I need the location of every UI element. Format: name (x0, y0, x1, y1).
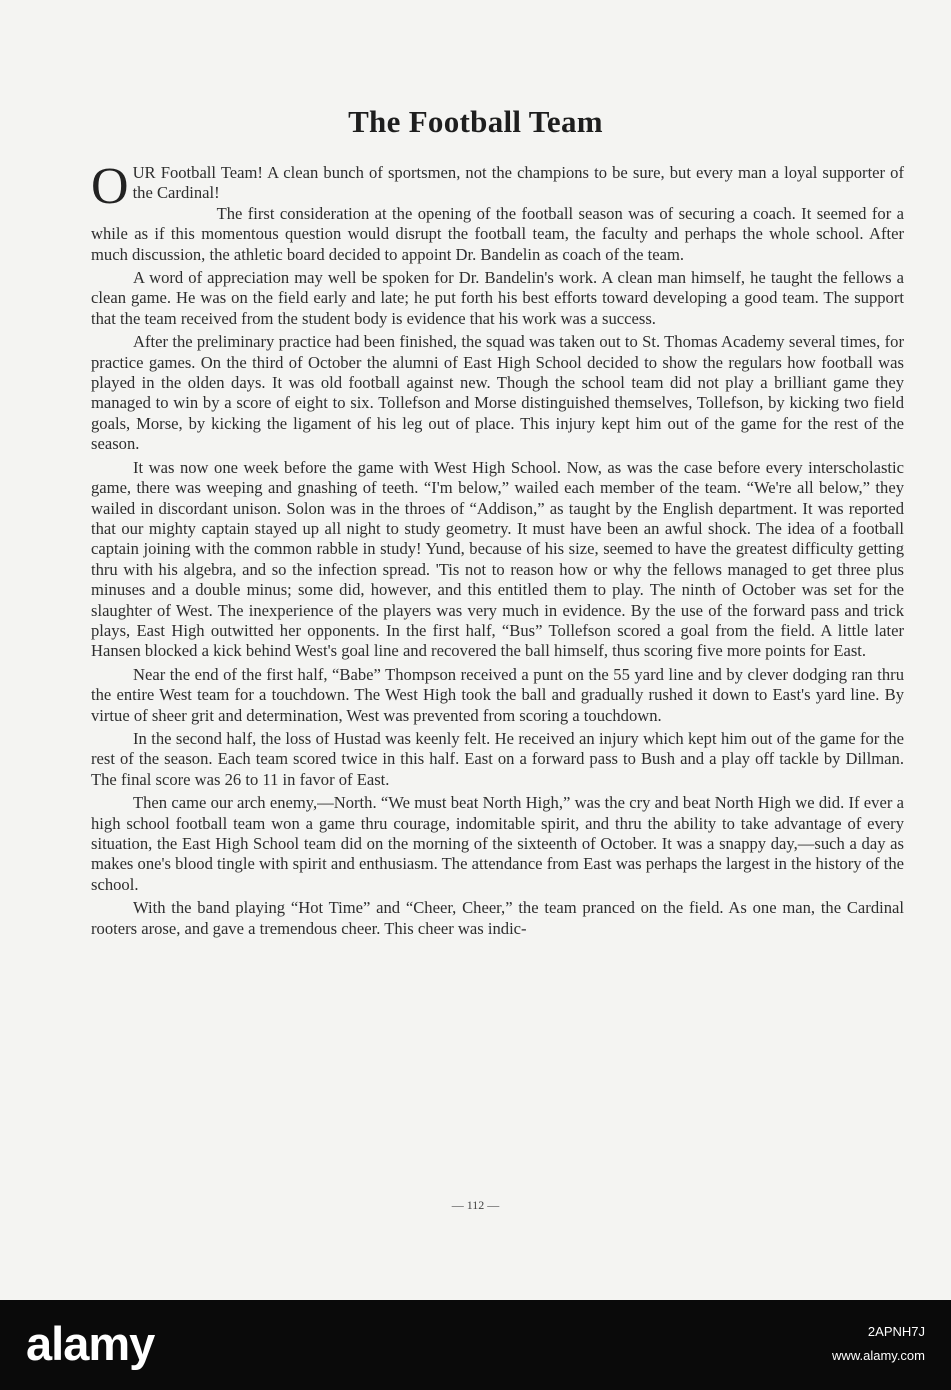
paragraph: Then came our arch enemy,—North. “We must beat North High,” was the cry and beat North High we did. If ever a high school football team won a game thru courage, indomitable spirit, and thru the ability to take advantage of every situation, the East High School team did on the morning of the sixteenth of October. It was a snappy day,—such a day as makes one's blood tingle with spirit and enthusiasm. The attendance from East was perhaps the largest in the history of the school. (91, 793, 904, 894)
brand-logo: alamy (26, 1317, 155, 1370)
paragraph: It was now one week before the game with West High School. Now, as was the case before every interscholastic game, there was weeping and gnashing of teeth. “I'm below,” wailed each member of the team. “We're all below,” they wailed in discordant unison. Solon was in the throes of “Addison,” as taught by the English department. It was reported that our mighty captain stayed up all night to study geometry. It must have been an awful shock. The idea of a football captain joining with the common rabble in study! Yund, because of his size, seemed to have the greatest difficulty getting thru with his algebra, and so the infection spread. 'Tis not to reason how or why the fellows managed to get three plus minuses and a double minus; some did, however, and this entitled them to play. The ninth of October was set for the slaughter of West. The inexperience of the players was very much in evidence. By the use of the forward pass and trick plays, East High outwitted her opponents. In the first half, “Bus” Tollefson scored a goal from the field. A little later Hansen blocked a kick behind West's goal line and recovered the ball himself, thus scoring five more points for East. (91, 457, 904, 661)
drop-cap: O (91, 158, 129, 215)
paragraph: The first consideration at the opening of the football season was of securing a coach. It seemed for a while as if this momentous question would disrupt the football team, the faculty and perhaps the whole school. After much discussion, the athletic board decided to appoint Dr. Bandelin as coach of the team. (91, 203, 904, 264)
watermark-banner (0, 1300, 951, 1390)
paragraph: With the band playing “Hot Time” and “Cheer, Cheer,” the team pranced on the field. As one man, the Cardinal rooters arose, and gave a tremendous cheer. This cheer was indic- (91, 898, 904, 938)
paragraph: In the second half, the loss of Hustad was keenly felt. He received an injury which kept him out of the game for the rest of the season. Each team scored twice in this half. East on a forward pass to Bush and a play off tackle by Dillman. The final score was 26 to 11 in favor of East. (91, 728, 904, 789)
article-body (91, 158, 904, 942)
intro-text: UR Football Team! A clean bunch of sportsmen, not the champions to be sure, but every man a loyal supporter of the Cardinal! (132, 163, 904, 203)
paragraph-intro (91, 158, 904, 215)
paragraph: Near the end of the first half, “Babe” Thompson received a punt on the 55 yard line and by clever dodging ran thru the entire West team for a touchdown. The West High took the ball and gradually rushed it down to East's yard line. By virtue of sheer grit and determination, West was prevented from scoring a touchdown. (91, 664, 904, 725)
image-id: 2APNH7J (867, 1324, 925, 1339)
page-title: The Football Team (348, 104, 603, 139)
paragraph: After the preliminary practice had been finished, the squad was taken out to St. Thomas Academy several times, for practice games. On the third of October the alumni of East High School decided to show the regulars how football was played in the olden days. It was old football against new. Though the school team did not play a brilliant game they managed to win by a score of eight to six. Tollefson and Morse distinguished themselves, Tollefson, by kicking two field goals, Morse, by kicking the ligament of his leg out of place. This injury kept him out of the game for the rest of the season. (91, 332, 904, 454)
page-number: — 112 — (451, 1198, 500, 1212)
paragraph: A word of appreciation may well be spoken for Dr. Bandelin's work. A clean man himself, he taught the fellows a clean game. He was on the field early and late; he put forth his best efforts toward developing a good team. The support that the team received from the student body is evidence that his work was a success. (91, 268, 904, 328)
site-url: www.alamy.com (832, 1348, 925, 1363)
